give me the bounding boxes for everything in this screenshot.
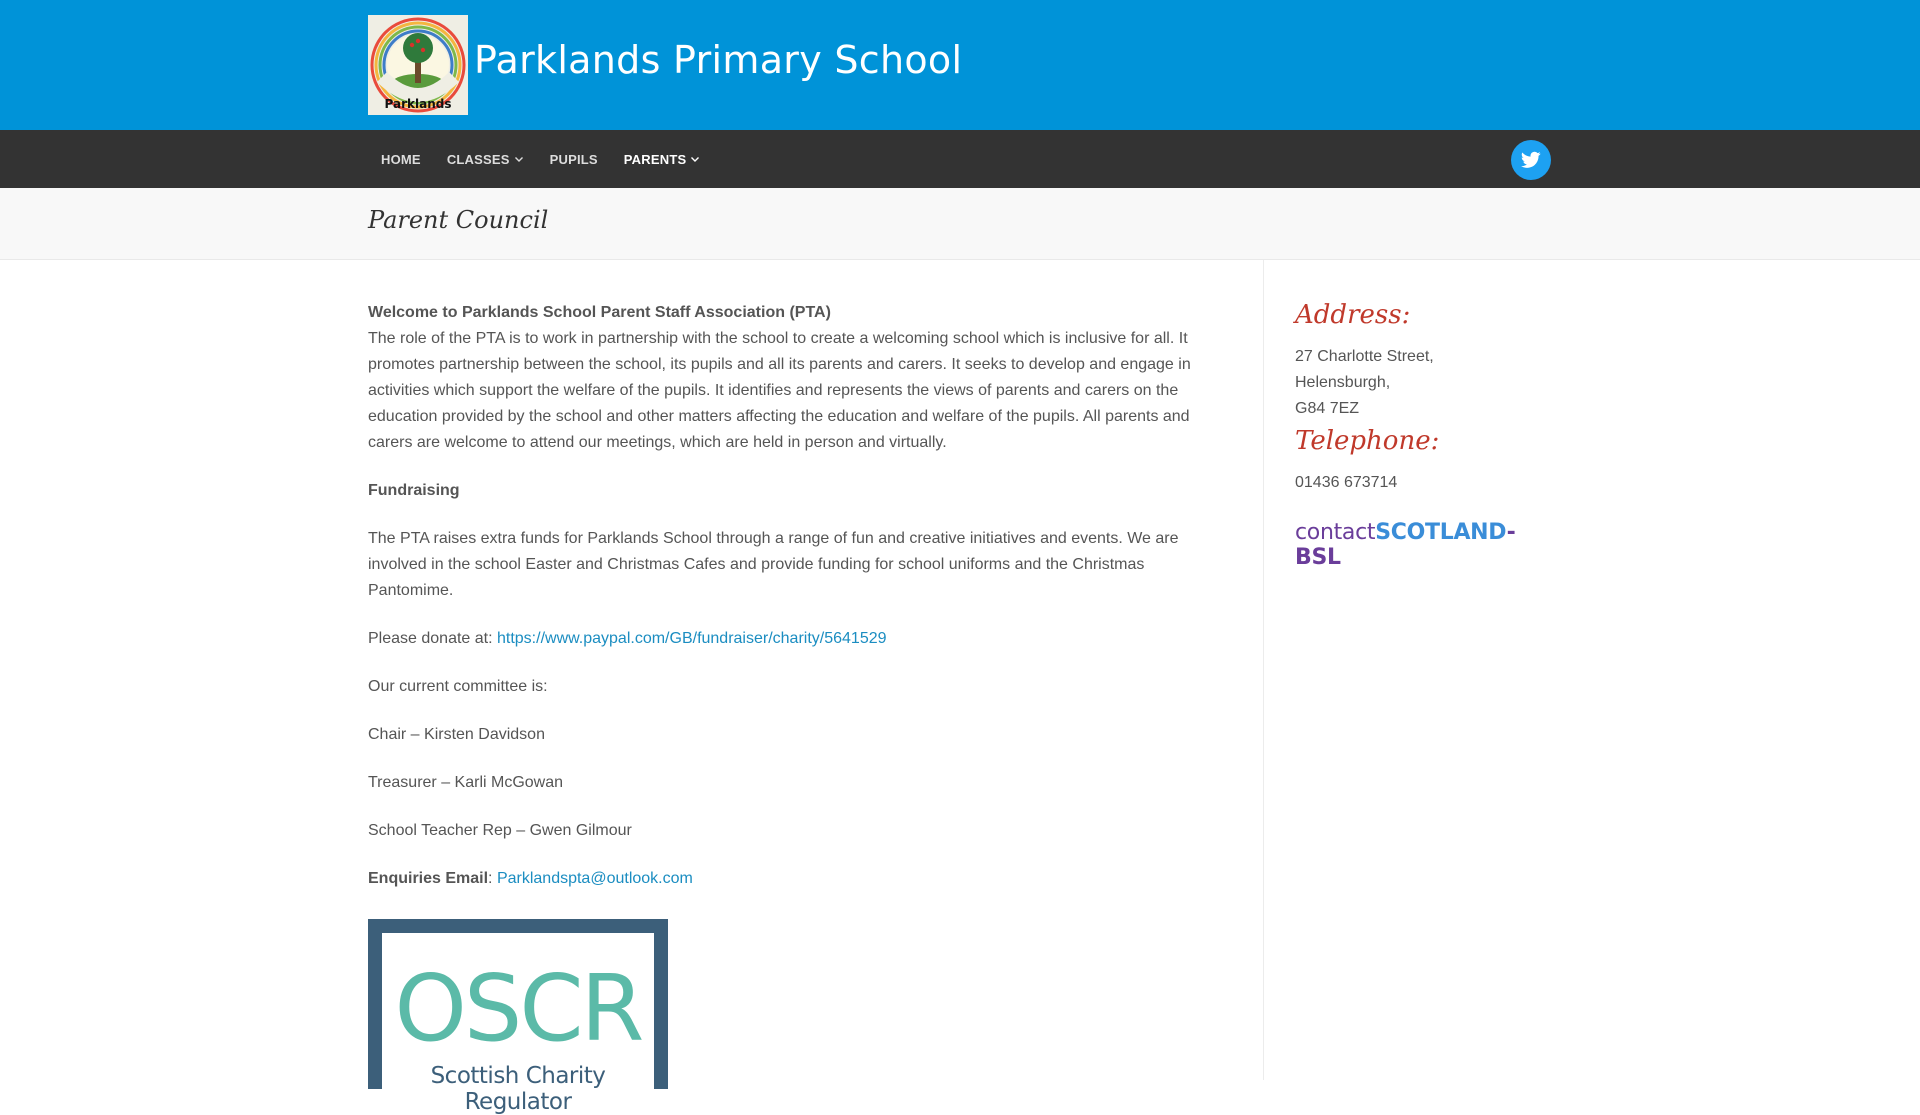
nav-item-parents[interactable] bbox=[611, 130, 714, 188]
committee-treasurer: Treasurer – Karli McGowan bbox=[368, 774, 564, 791]
nav-item-label: HOME bbox=[381, 151, 421, 167]
email-paragraph bbox=[368, 866, 1208, 892]
sidebar bbox=[1295, 300, 1555, 570]
donate-prefix: Please donate at: bbox=[368, 630, 497, 647]
committee-teacher-rep: School Teacher Rep – Gwen Gilmour bbox=[368, 822, 632, 839]
donate-link[interactable]: https://www.paypal.com/GB/fundraiser/charity/5641529 bbox=[496, 630, 887, 647]
address-line: 27 Charlotte Street, bbox=[1295, 348, 1434, 365]
main-nav bbox=[0, 130, 1920, 188]
chevron-down-icon bbox=[514, 154, 524, 164]
contact-logo-part2: SCOTLAND bbox=[1375, 520, 1507, 545]
telephone-number: 01436 673714 bbox=[1295, 474, 1398, 491]
address-heading: Address: bbox=[1295, 300, 1411, 330]
chevron-down-icon bbox=[690, 154, 700, 164]
nav-item-label: PUPILS bbox=[549, 151, 598, 167]
intro-paragraph bbox=[368, 300, 1208, 456]
donate-paragraph bbox=[368, 626, 1208, 652]
contact-logo-part3: -BSL bbox=[1295, 520, 1516, 570]
address-line: G84 7EZ bbox=[1295, 400, 1360, 417]
contact-scotland-bsl-logo[interactable] bbox=[1295, 520, 1555, 570]
oscr-logo-subtext: Scottish Charity Regulator bbox=[430, 1063, 606, 1115]
email-link[interactable]: Parklandspta@outlook.com bbox=[496, 870, 693, 887]
nav-item-label: CLASSES bbox=[446, 151, 510, 167]
committee-chair: Chair – Kirsten Davidson bbox=[368, 726, 545, 743]
fundraising-heading-paragraph bbox=[368, 478, 1208, 504]
svg-text:Parklands: Parklands bbox=[384, 97, 452, 111]
twitter-icon bbox=[1521, 151, 1541, 169]
welcome-heading: Welcome to Parklands School Parent Staff Association (PTA) bbox=[368, 304, 831, 321]
email-separator: : bbox=[488, 870, 497, 887]
page-title: Parent Council bbox=[368, 206, 549, 234]
fundraising-heading: Fundraising bbox=[368, 482, 460, 499]
nav-item-classes[interactable] bbox=[434, 130, 537, 188]
telephone-heading: Telephone: bbox=[1295, 426, 1440, 456]
site-title[interactable]: Parklands Primary School bbox=[474, 38, 963, 82]
address-line: Helensburgh, bbox=[1295, 374, 1391, 391]
nav-item-pupils[interactable] bbox=[537, 130, 611, 188]
oscr-logo[interactable] bbox=[368, 919, 668, 1115]
site-header bbox=[0, 0, 1920, 130]
twitter-button[interactable] bbox=[1511, 140, 1551, 180]
page-title-band bbox=[0, 188, 1920, 260]
contact-logo-part1: contact bbox=[1295, 520, 1376, 545]
fundraising-text: The PTA raises extra funds for Parklands School through a range of fun and creative initiatives and events. We are involved in the school Easter and Christmas Cafes and provide funding for school uniforms and the Christmas Pantomime. bbox=[368, 530, 1179, 599]
intro-text: The role of the PTA is to work in partnership with the school to create a welcoming school which is inclusive for all. It promotes partnership between the school, its pupils and all its parents and carers. It seeks to develop and engage in activities which support the welfare of the pupils. It identifies and represents the views of parents and carers on the education provided by the school and other matters affecting the education and welfare of the pupils. All parents and carers are welcome to attend our meetings, which are held in person and virtually. bbox=[368, 330, 1191, 451]
oscr-logo-text: OSCR bbox=[394, 955, 642, 1062]
main-content bbox=[368, 300, 1208, 914]
nav-item-label: PARENTS bbox=[623, 151, 687, 167]
nav-menu bbox=[368, 130, 713, 188]
oscr-logo-inner bbox=[382, 933, 654, 1115]
committee-intro: Our current committee is: bbox=[368, 678, 548, 695]
school-logo-image bbox=[368, 15, 468, 115]
school-logo[interactable] bbox=[368, 15, 468, 115]
nav-item-home[interactable] bbox=[368, 130, 434, 188]
address-block bbox=[1295, 344, 1555, 422]
email-label: Enquiries Email bbox=[368, 870, 489, 887]
sidebar-divider bbox=[1263, 260, 1264, 1080]
